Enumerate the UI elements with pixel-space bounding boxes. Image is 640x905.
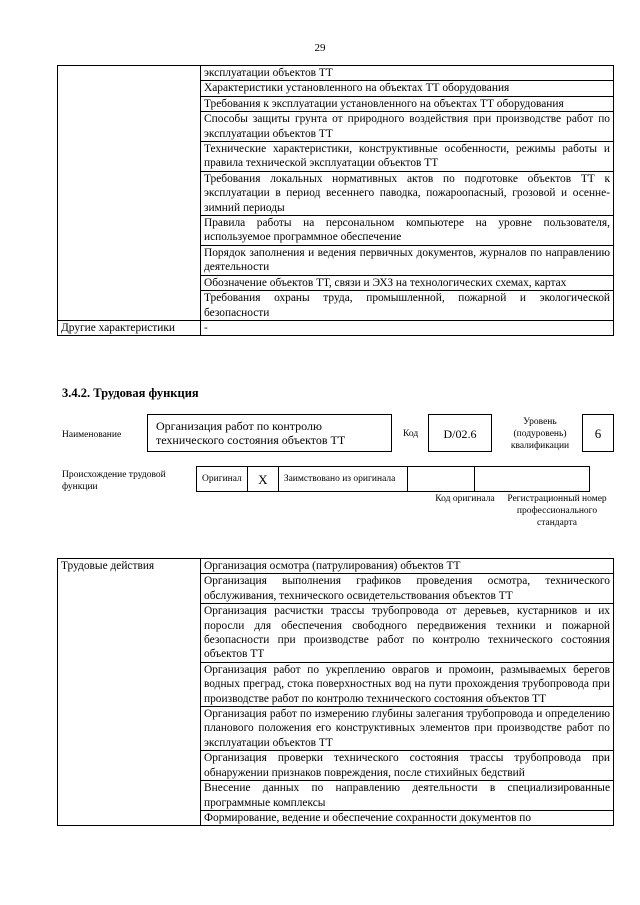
origin-code-caption: Код оригинала bbox=[435, 494, 495, 504]
table-row bbox=[197, 467, 590, 492]
table-cell: Требования к эксплуатации установленного на объектах ТТ оборудования bbox=[201, 96, 614, 111]
original-label: Оригинал bbox=[197, 467, 248, 492]
table-cell: Порядок заполнения и ведения первичных документов, журналов по направлению деятельности bbox=[201, 245, 614, 275]
level-value: 6 bbox=[582, 414, 614, 452]
table-row bbox=[58, 559, 614, 574]
table-cell: Организация расчистки трассы трубопровода от деревьев, кустарников и их поросли для обеспечения свободного передвижения техники и пожарной безопасности при производстве работ по контролю технического состояния объектов ТТ bbox=[201, 604, 614, 663]
table-row bbox=[58, 66, 614, 81]
table-cell: Организация проверки технического состояния трассы трубопровода при обнаружении признаков повреждения, после стихийных бедствий bbox=[201, 751, 614, 781]
table-cell-empty bbox=[58, 66, 201, 321]
table-row bbox=[58, 320, 614, 335]
name-value: Организация работ по контролю технического состояния объектов ТТ bbox=[147, 414, 392, 452]
origin-reg-caption: Регистрационный номер профессионального стандарта bbox=[507, 494, 607, 528]
table-cell: Организация работ по измерению глубины залегания трубопровода и определению планового положения его конструктивных элементов при производстве работ по эксплуатации объектов ТТ bbox=[201, 707, 614, 751]
table-cell: Характеристики установленного на объектах ТТ оборудования bbox=[201, 81, 614, 96]
table-cell: Организация осмотра (патрулирования) объектов ТТ bbox=[201, 559, 614, 574]
code-value: D/02.6 bbox=[428, 414, 492, 452]
origin-table bbox=[196, 466, 590, 492]
level-label: Уровень (подуровень) квалификации bbox=[510, 417, 570, 451]
table-cell: Способы защиты грунта от природного воздействия при производстве работ по эксплуатации объектов ТТ bbox=[201, 112, 614, 142]
table-cell: Требования локальных нормативных актов по подготовке объектов ТТ к эксплуатации в период весеннего паводка, пожароопасный, грозовой и осенне-зимний периоды bbox=[201, 171, 614, 215]
table-cell: эксплуатации объектов ТТ bbox=[201, 66, 614, 81]
other-characteristics-value: - bbox=[201, 320, 614, 335]
table-cell: Организация выполнения графиков проведения осмотра, технического обслуживания, технического освидетельствования объектов ТТ bbox=[201, 574, 614, 604]
table-cell: Правила работы на персональном компьютере на уровне пользователя, используемое программное обеспечение bbox=[201, 216, 614, 246]
table-cell: Технические характеристики, конструктивные особенности, режимы работы и правила технической эксплуатации объектов ТТ bbox=[201, 142, 614, 172]
page-number: 29 bbox=[314, 42, 326, 54]
origin-label: Происхождение трудовой функции bbox=[62, 470, 166, 492]
table-cell: Организация работ по укреплению оврагов и промоин, размываемых берегов водных преград, стока поверхностных вод на пути прохождения трубопровода при производстве работ по контролю технического состояния объектов ТТ bbox=[201, 662, 614, 706]
borrowed-label: Заимствовано из оригинала bbox=[278, 467, 407, 492]
code-label: Код bbox=[403, 429, 419, 439]
knowledge-table bbox=[57, 65, 614, 336]
table-cell: Формирование, ведение и обеспечение сохранности документов по bbox=[201, 810, 614, 825]
name-label: Наименование bbox=[62, 430, 122, 440]
section-title: 3.4.2. Трудовая функция bbox=[62, 386, 199, 400]
original-mark: X bbox=[247, 467, 278, 492]
origin-reg-cell bbox=[474, 467, 589, 492]
table-cell: Внесение данных по направлению деятельности в специализированные программные комплексы bbox=[201, 781, 614, 811]
other-characteristics-label: Другие характеристики bbox=[58, 320, 201, 335]
table-cell: Требования охраны труда, промышленной, пожарной и экологической безопасности bbox=[201, 291, 614, 321]
actions-table bbox=[57, 558, 614, 826]
actions-label: Трудовые действия bbox=[58, 559, 201, 826]
table-cell: Обозначение объектов ТТ, связи и ЭХЗ на технологических схемах, картах bbox=[201, 275, 614, 290]
origin-code-cell bbox=[407, 467, 474, 492]
